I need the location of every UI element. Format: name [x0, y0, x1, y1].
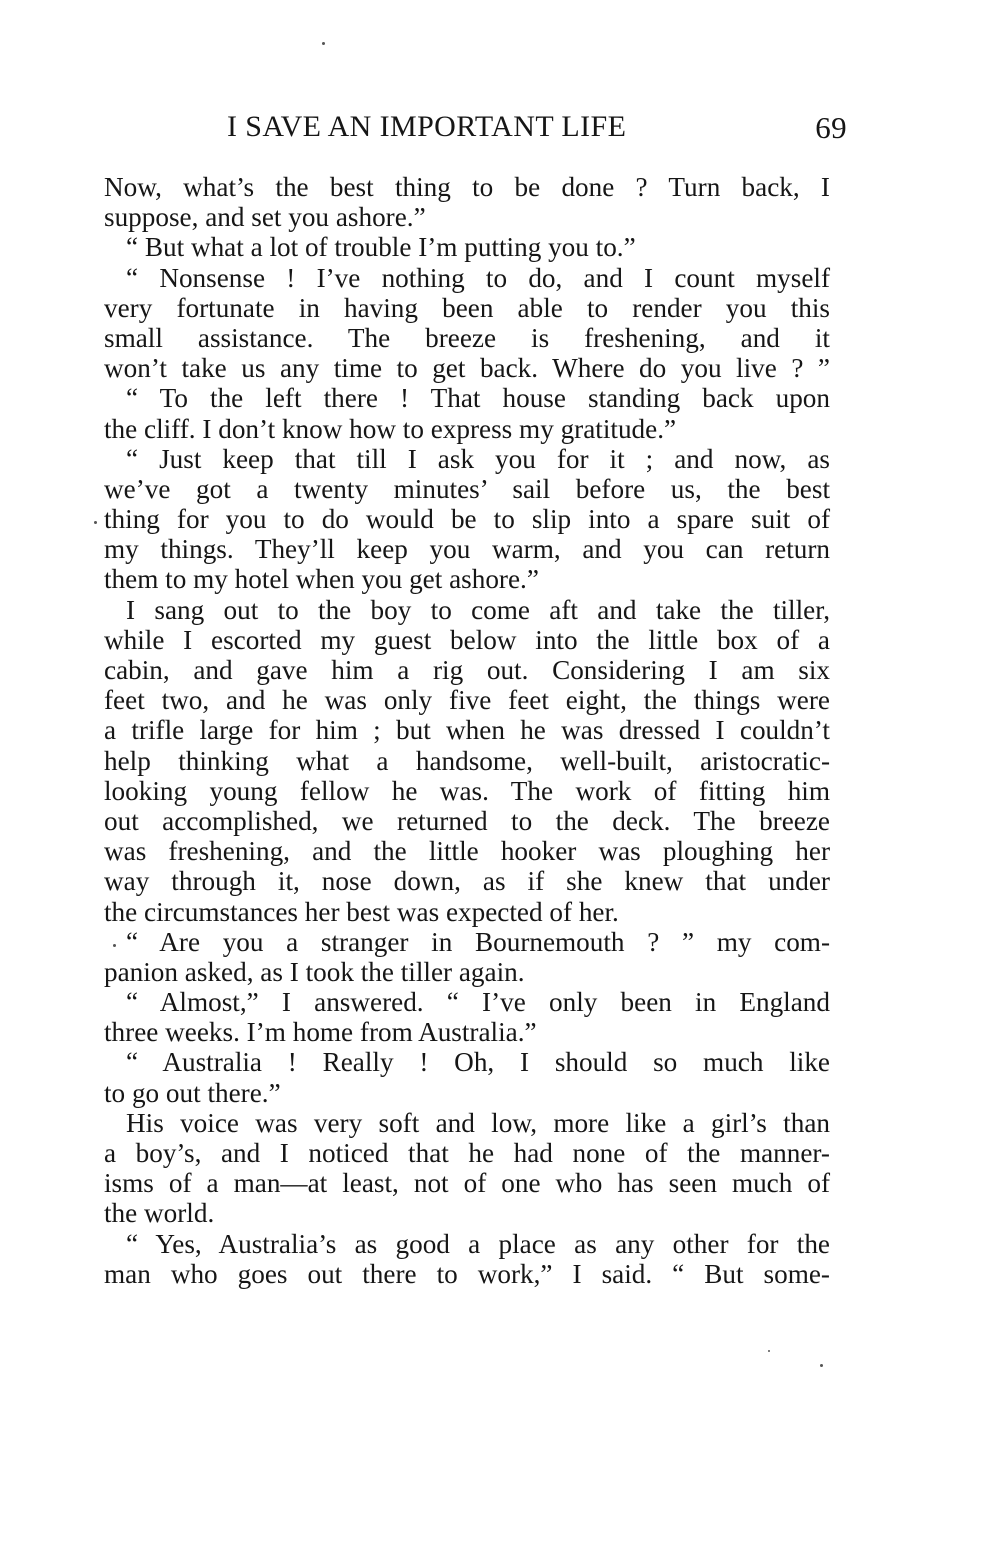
- text-line: a trifle large for him ; but when he was dressed I couldn’t: [104, 715, 830, 746]
- text-line: “ To the left there ! That house standing back upon: [126, 383, 830, 414]
- text-line: feet two, and he was only five feet eight, the things were: [104, 685, 830, 716]
- text-line: the cliff. I don’t know how to express my gratitude.”: [104, 413, 677, 444]
- text-line: “ Yes, Australia’s as good a place as any other for the: [126, 1228, 830, 1259]
- scan-speck: [113, 944, 116, 947]
- page-number: 69: [815, 110, 847, 145]
- text-line: while I escorted my guest below into the little box of a: [104, 624, 830, 655]
- text-line: help thinking what a handsome, well-built, aristocratic-: [104, 745, 830, 776]
- scan-speck: [768, 1350, 770, 1352]
- running-title: I SAVE AN IMPORTANT LIFE: [227, 110, 627, 143]
- text-line: to go out there.”: [104, 1077, 281, 1108]
- text-line: “ Are you a stranger in Bournemouth ? ” my com-: [126, 926, 830, 957]
- text-line: very fortunate in having been able to render you this: [104, 292, 830, 323]
- text-line: cabin, and gave him a rig out. Considering I am six: [104, 655, 830, 685]
- text-line: won’t take us any time to get back. Where do you live ? ”: [104, 353, 830, 384]
- text-line: a boy’s, and I noticed that he had none of the manner-: [104, 1138, 830, 1168]
- text-line: out accomplished, we returned to the deck. The breeze: [104, 805, 830, 836]
- text-line: them to my hotel when you get ashore.”: [104, 564, 539, 595]
- text-line: I sang out to the boy to come aft and take the tiller,: [126, 594, 830, 625]
- text-line: “ Almost,” I answered. “ I’ve only been in England: [126, 987, 830, 1018]
- text-line: the circumstances her best was expected of her.: [104, 896, 619, 927]
- body-text: [104, 172, 830, 1289]
- text-line: looking young fellow he was. The work of fitting him: [104, 775, 830, 806]
- text-line: man who goes out there to work,” I said. “ But some-: [104, 1258, 830, 1289]
- text-line: my things. They’ll keep you warm, and you can return: [104, 534, 830, 565]
- text-line: isms of a man—at least, not of one who has seen much of: [104, 1168, 830, 1199]
- text-line: panion asked, as I took the tiller again.: [104, 956, 525, 987]
- text-line: suppose, and set you ashore.”: [104, 202, 426, 233]
- scan-speck: [820, 1364, 823, 1367]
- running-header: [227, 110, 847, 154]
- text-line: the world.: [104, 1198, 215, 1229]
- text-line: thing for you to do would be to slip into a spare suit of: [104, 504, 830, 535]
- text-line: we’ve got a twenty minutes’ sail before us, the best: [104, 473, 830, 504]
- text-line: Now, what’s the best thing to be done ? Turn back, I: [104, 172, 830, 202]
- text-line: “ Just keep that till I ask you for it ; and now, as: [126, 443, 830, 474]
- scan-speck: [322, 42, 325, 45]
- text-line: “ Nonsense ! I’ve nothing to do, and I count myself: [126, 262, 830, 293]
- text-line: small assistance. The breeze is freshening, and it: [104, 322, 830, 353]
- text-line: “ Australia ! Really ! Oh, I should so much like: [126, 1047, 830, 1078]
- text-line: way through it, nose down, as if she knew that under: [104, 866, 830, 897]
- text-line: three weeks. I’m home from Australia.”: [104, 1017, 537, 1048]
- text-line: was freshening, and the little hooker was ploughing her: [104, 836, 830, 867]
- scan-speck: [94, 521, 97, 524]
- text-line: “ But what a lot of trouble I’m putting you to.”: [126, 232, 636, 263]
- text-line: His voice was very soft and low, more like a girl’s than: [126, 1107, 830, 1138]
